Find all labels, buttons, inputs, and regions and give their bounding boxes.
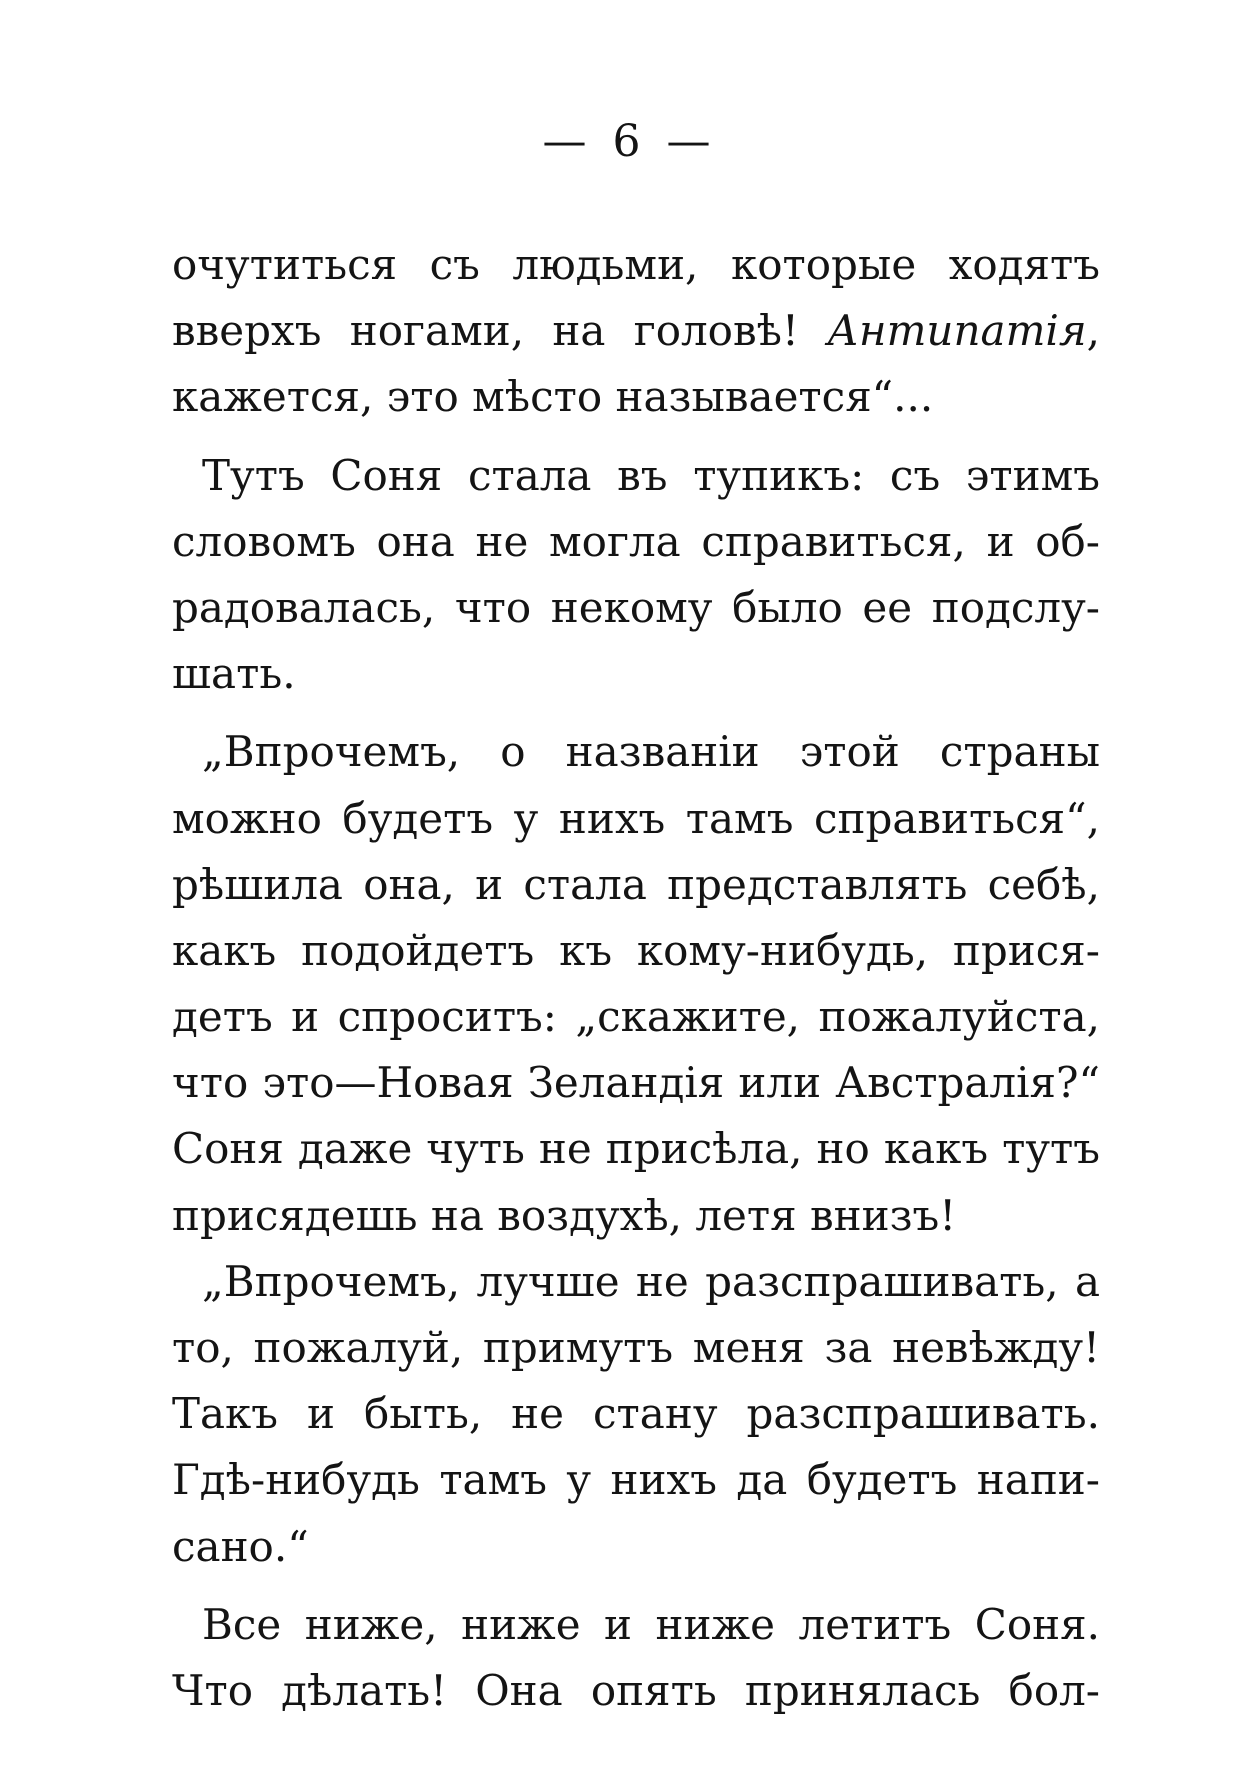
paragraph-first-line: Все ниже, ниже и ниже летитъ Соня.	[202, 1599, 1100, 1649]
page-number: — 6 —	[542, 116, 717, 167]
text-line: детъ и спроситъ: „скажите, пожалуйста,	[172, 992, 1100, 1042]
text-line: шать.	[172, 649, 296, 699]
text-line: то, пожалуй, примутъ меня за невѣжду!	[172, 1323, 1100, 1372]
text-line: присядешь на воздухѣ, летя внизъ!	[172, 1190, 957, 1240]
emphasized-word: Антипатія	[827, 306, 1087, 356]
paragraph-first-line: Тутъ Соня стала въ тупикъ: съ этимъ	[202, 450, 1100, 500]
text-line: что это—Новая Зеландія или Австралія?“	[172, 1058, 1100, 1108]
paragraph-first-line: „Впрочемъ, лучше не разспрашивать, а	[202, 1256, 1100, 1306]
paragraph-first-line: „Впрочемъ, о названіи этой страны	[202, 727, 1100, 777]
text-line: очутиться съ людьми, которые ходятъ	[172, 240, 1100, 289]
text-segment: вверхъ ногами, на головѣ!	[172, 306, 828, 356]
text-line: какъ подойдетъ къ кому-нибудь, прися-	[172, 925, 1100, 975]
body-text	[172, 232, 1100, 1724]
text-line: Гдѣ-нибудь тамъ у нихъ да будетъ напи-	[172, 1455, 1100, 1505]
text-line: Соня даже чуть не присѣла, но какъ тутъ	[172, 1124, 1100, 1174]
text-segment: ,	[1086, 306, 1100, 356]
text-line	[172, 298, 1100, 364]
text-line: радовалась, что некому было ее подслу-	[172, 582, 1100, 632]
text-line: можно будетъ у нихъ тамъ справиться“,	[172, 793, 1100, 843]
text-line: словомъ она не могла справиться, и об-	[172, 516, 1100, 566]
text-line: сано.“	[172, 1521, 309, 1571]
text-line: Такъ и быть, не стану разспрашивать.	[172, 1389, 1100, 1439]
text-line: Что дѣлать! Она опять принялась бол-	[172, 1665, 1100, 1715]
text-line: рѣшила она, и стала представлять себѣ,	[172, 859, 1100, 909]
text-line: кажется, это мѣсто называется“...	[172, 372, 934, 422]
